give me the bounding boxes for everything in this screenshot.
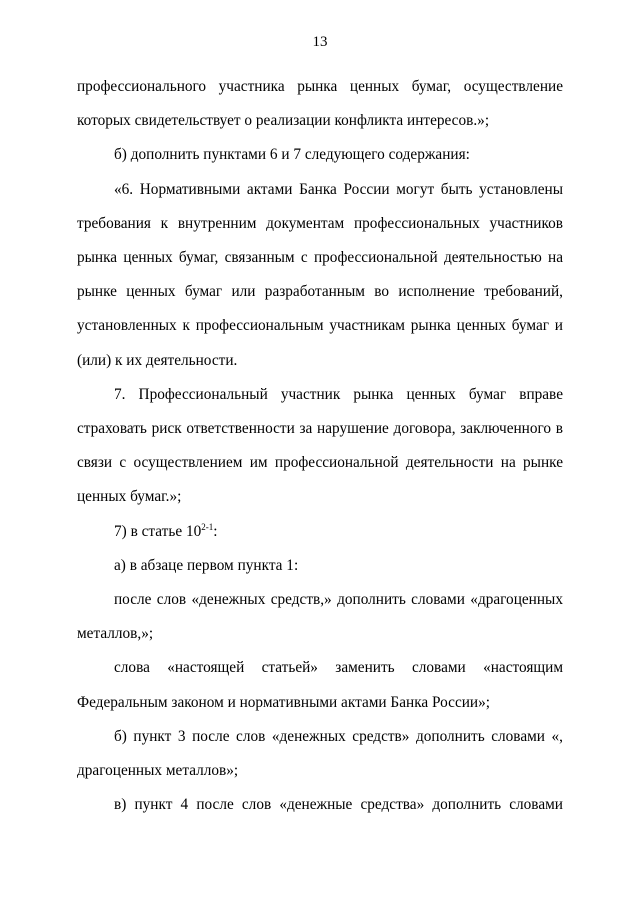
- paragraph-5-text: 7) в статье 10: [114, 522, 202, 540]
- paragraph-5-suffix: :: [213, 522, 218, 540]
- document-body: [77, 70, 563, 822]
- paragraph-5-superscript: 2-1: [201, 521, 214, 532]
- paragraph-1: профессионального участника рынка ценных бумаг, осуществление которых свидетельствует о реализации конфликта интересов.»;: [77, 78, 563, 130]
- paragraph-4: 7. Профессиональный участник рынка ценных бумаг вправе страховать риск ответственности за нарушение договора, заключенного в связи с осуществлением им профессиональной деятельности на рынке ценных бумаг.»;: [77, 385, 563, 506]
- paragraph-9: б) пункт 3 после слов «денежных средств» дополнить словами «, драгоценных металлов»;: [77, 727, 563, 780]
- paragraph-10: в) пункт 4 после слов «денежные средства» дополнить словами: [114, 796, 563, 814]
- paragraph-7: после слов «денежных средств,» дополнить словами «драгоценных металлов,»;: [77, 591, 563, 643]
- paragraph-8: слова «настоящей статьей» заменить словами «настоящим Федеральным законом и нормативными актами Банка России»;: [77, 659, 563, 711]
- page-number: 13: [312, 34, 328, 50]
- paragraph-3: «6. Нормативными актами Банка России могут быть установлены требования к внутренним документам профессиональных участников рынка ценных бумаг, связанным с профессиональной деятельностью на рынке ценных бумаг или разработанным во исполнение требований, установленных к профессиональным участникам рынка ценных бумаг и (или) к их деятельности.: [77, 180, 563, 369]
- paragraph-2: б) дополнить пунктами 6 и 7 следующего содержания:: [114, 146, 470, 164]
- paragraph-5: [77, 515, 563, 549]
- paragraph-6: а) в абзаце первом пункта 1:: [114, 556, 299, 574]
